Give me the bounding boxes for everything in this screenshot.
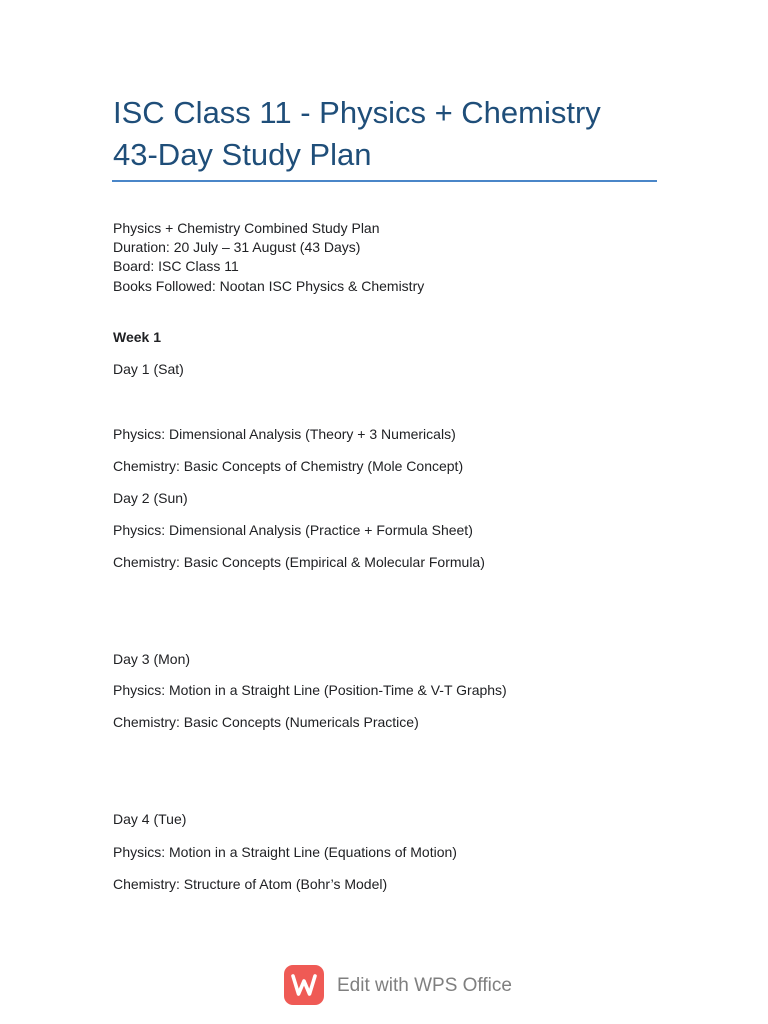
day-1-physics: Physics: Dimensional Analysis (Theory + 3 Numericals)	[113, 426, 456, 442]
title-underline	[112, 180, 657, 182]
intro-duration: Duration: 20 July – 31 August (43 Days)	[113, 239, 361, 255]
day-3-physics: Physics: Motion in a Straight Line (Position-Time & V-T Graphs)	[113, 682, 507, 698]
day-2-chemistry: Chemistry: Basic Concepts (Empirical & Molecular Formula)	[113, 554, 485, 570]
day-4-physics: Physics: Motion in a Straight Line (Equations of Motion)	[113, 844, 457, 860]
day-3-chemistry: Chemistry: Basic Concepts (Numericals Practice)	[113, 714, 419, 730]
intro-books: Books Followed: Nootan ISC Physics & Chemistry	[113, 278, 425, 294]
title-line-2: 43-Day Study Plan	[113, 137, 372, 172]
title-line-1: ISC Class 11 - Physics + Chemistry	[113, 95, 601, 130]
day-2-physics: Physics: Dimensional Analysis (Practice + Formula Sheet)	[113, 522, 473, 538]
day-4-label: Day 4 (Tue)	[113, 811, 187, 827]
intro-plan-name: Physics + Chemistry Combined Study Plan	[113, 220, 380, 236]
week-heading: Week 1	[113, 329, 161, 345]
day-1-chemistry: Chemistry: Basic Concepts of Chemistry (Mole Concept)	[113, 458, 464, 474]
day-1-label: Day 1 (Sat)	[113, 361, 184, 377]
edit-with-wps-office-link[interactable]: Edit with WPS Office	[337, 975, 512, 996]
intro-board: Board: ISC Class 11	[113, 258, 239, 274]
wps-logo-glyph-icon	[284, 965, 324, 1005]
wps-office-logo-icon[interactable]	[284, 965, 324, 1005]
document-title	[113, 92, 673, 176]
day-2-label: Day 2 (Sun)	[113, 490, 188, 506]
day-3-label: Day 3 (Mon)	[113, 651, 191, 667]
day-4-chemistry: Chemistry: Structure of Atom (Bohr’s Model)	[113, 876, 388, 892]
